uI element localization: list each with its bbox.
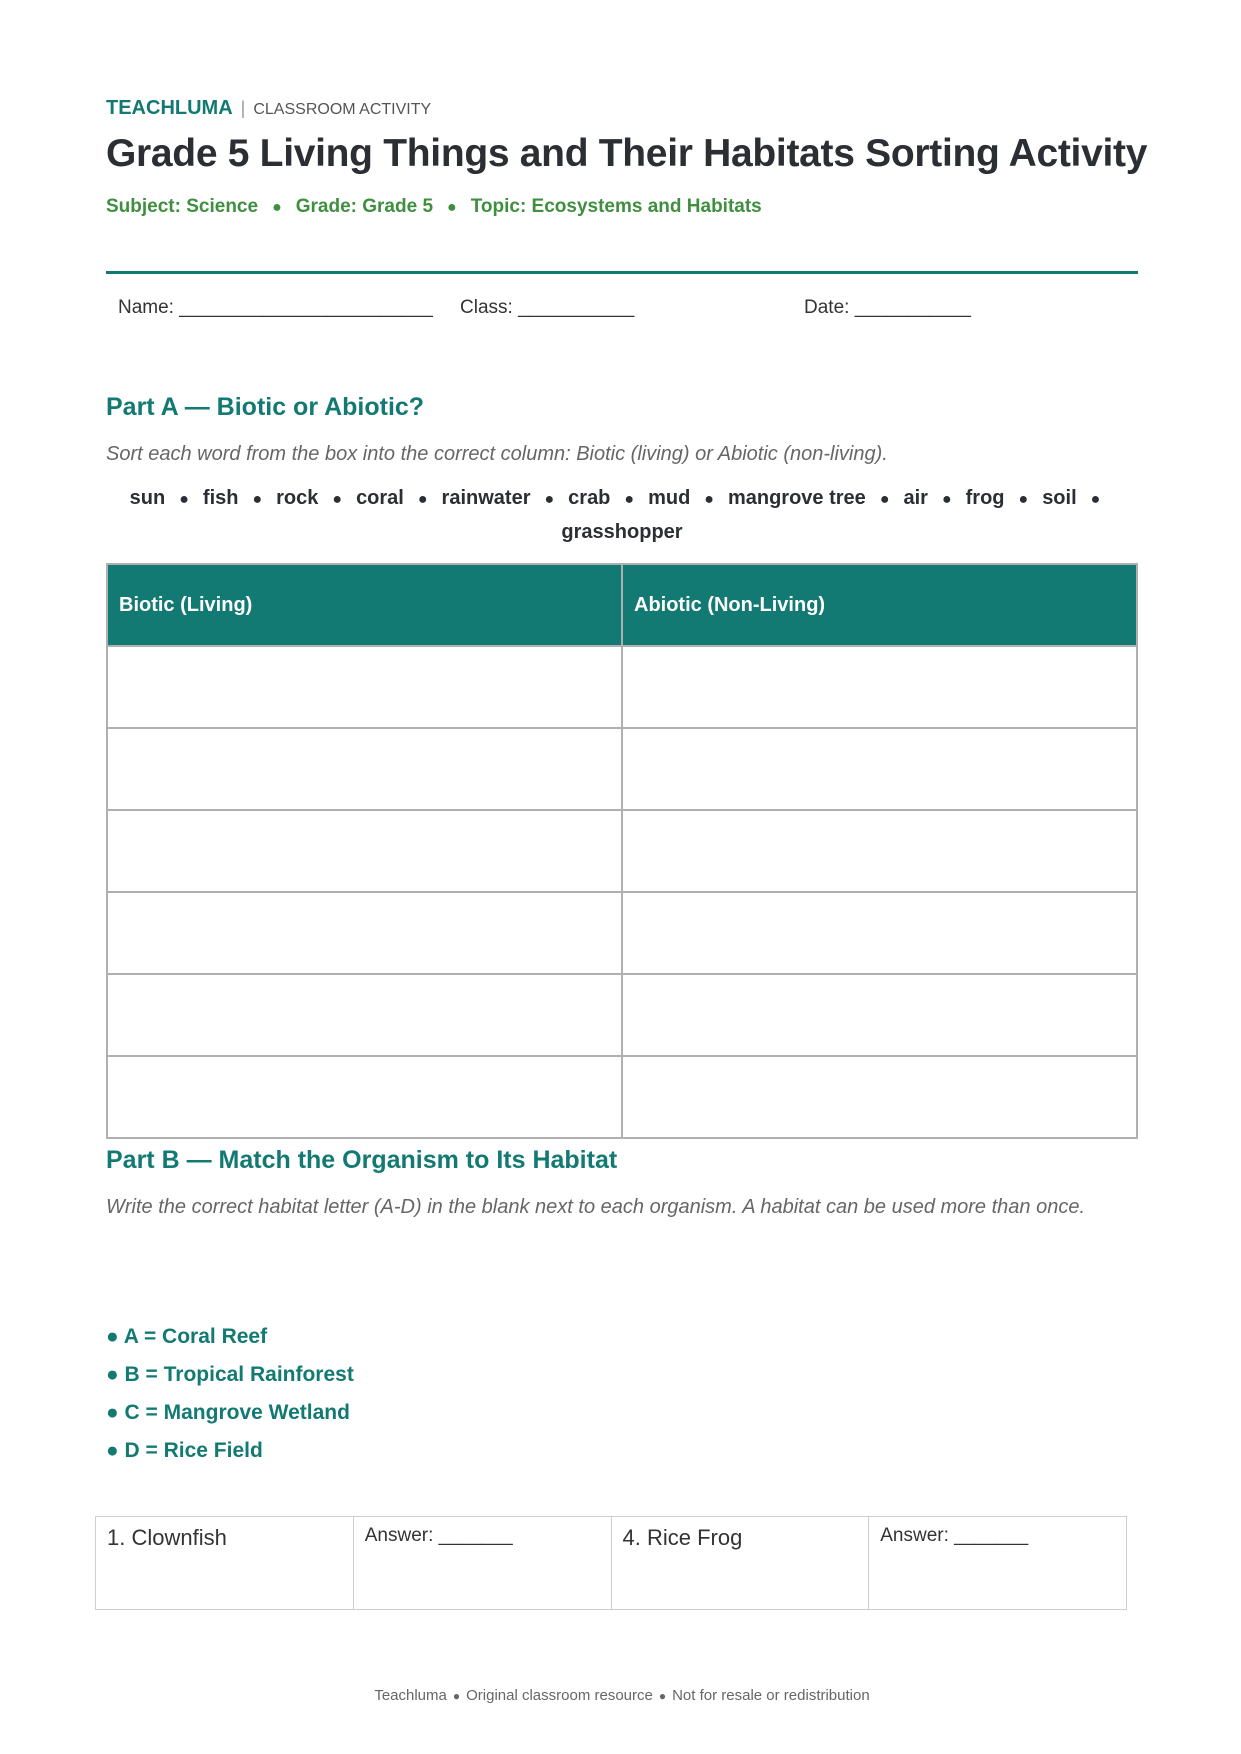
footer-separator: ● [658, 1689, 667, 1703]
word-item: air [903, 487, 928, 509]
part-a-heading: Part A — Biotic or Abiotic? [106, 393, 425, 421]
abiotic-cell[interactable] [622, 810, 1137, 892]
word-separator: ● [624, 491, 635, 508]
footer-separator: ● [452, 1689, 461, 1703]
sorting-table-header [107, 564, 1137, 646]
word-item: frog [965, 487, 1005, 509]
meta-separator: ● [447, 199, 457, 216]
word-item: mangrove tree [727, 487, 866, 509]
abiotic-cell[interactable] [622, 974, 1137, 1056]
biotic-cell[interactable] [107, 810, 622, 892]
meta-topic: Topic: Ecosystems and Habitats [470, 196, 762, 217]
organism-label: 1. Clownfish [107, 1525, 227, 1550]
word-separator: ● [332, 491, 343, 508]
habitat-key-list [106, 1318, 354, 1470]
word-bank [106, 482, 1138, 548]
meta-separator: ● [272, 199, 282, 216]
word-separator: ● [1018, 491, 1029, 508]
part-a-instruction: Sort each word from the box into the correct column: Biotic (living) or Abiotic (non-living). [106, 443, 888, 465]
abiotic-column-header: Abiotic (Non-Living) [622, 564, 1137, 646]
table-row [107, 974, 1137, 1056]
abiotic-cell[interactable] [622, 646, 1137, 728]
word-item: mud [648, 487, 691, 509]
word-separator: ● [252, 491, 263, 508]
footer-brand: Teachluma [374, 1687, 447, 1704]
word-separator: ● [544, 491, 555, 508]
matching-table [95, 1516, 1127, 1610]
word-item: rock [276, 487, 319, 509]
biotic-column-header: Biotic (Living) [107, 564, 622, 646]
word-separator: ● [417, 491, 428, 508]
answer-blank[interactable]: Answer: _______ [880, 1525, 1029, 1546]
biotic-cell[interactable] [107, 646, 622, 728]
page-title: Grade 5 Living Things and Their Habitats Sorting Activity [106, 132, 1148, 175]
answer-cell[interactable] [353, 1517, 611, 1610]
word-item: sun [129, 487, 166, 509]
meta-subject: Subject: Science [106, 196, 259, 217]
word-item: coral [356, 487, 404, 509]
word-separator: ● [704, 491, 714, 508]
footer-license-note: Not for resale or redistribution [672, 1687, 870, 1704]
name-field[interactable]: Name: ________________________ [118, 297, 433, 318]
organism-cell [96, 1517, 354, 1610]
habitat-key-item: ● D = Rice Field [106, 1439, 263, 1462]
biotic-cell[interactable] [107, 892, 622, 974]
brand-row [106, 97, 431, 120]
header-divider [106, 271, 1138, 274]
organism-cell [611, 1517, 869, 1610]
class-field[interactable]: Class: ___________ [460, 297, 635, 318]
abiotic-cell[interactable] [622, 728, 1137, 810]
biotic-cell[interactable] [107, 1056, 622, 1138]
abiotic-cell[interactable] [622, 892, 1137, 974]
date-field[interactable]: Date: ___________ [804, 297, 971, 318]
habitat-key-item: ● A = Coral Reef [106, 1325, 268, 1348]
sorting-table [106, 563, 1138, 1139]
word-item: rainwater [441, 487, 531, 509]
answer-cell[interactable] [869, 1517, 1127, 1610]
table-row [107, 892, 1137, 974]
part-b-instruction: Write the correct habitat letter (A-D) in the blank next to each organism. A habitat can be used more than once. [106, 1196, 1086, 1218]
part-b-heading: Part B — Match the Organism to Its Habitat [106, 1146, 618, 1174]
biotic-cell[interactable] [107, 974, 622, 1056]
table-row [107, 1056, 1137, 1138]
habitat-key-item: ● C = Mangrove Wetland [106, 1401, 350, 1424]
meta-grade: Grade: Grade 5 [295, 196, 434, 217]
word-separator: ● [179, 491, 189, 508]
meta-row [106, 196, 762, 218]
abiotic-cell[interactable] [622, 1056, 1137, 1138]
table-row [107, 646, 1137, 728]
table-row [96, 1517, 1127, 1610]
habitat-key-item: ● B = Tropical Rainforest [106, 1363, 354, 1386]
word-item: grasshopper [561, 521, 683, 543]
answer-blank[interactable]: Answer: _______ [364, 1525, 513, 1546]
biotic-cell[interactable] [107, 728, 622, 810]
word-item: crab [568, 487, 611, 509]
table-row [107, 728, 1137, 810]
brand-name: TEACHLUMA [106, 97, 233, 119]
table-row [107, 810, 1137, 892]
word-separator: ● [1090, 491, 1101, 508]
page-footer [106, 1687, 1138, 1704]
organism-label: 4. Rice Frog [622, 1525, 743, 1550]
brand-subtitle: CLASSROOM ACTIVITY [253, 101, 432, 118]
footer-resource-note: Original classroom resource [466, 1687, 653, 1704]
word-separator: ● [941, 491, 952, 508]
brand-separator: | [240, 98, 246, 118]
word-item: fish [202, 487, 239, 509]
word-item: soil [1042, 487, 1077, 509]
word-separator: ● [879, 491, 890, 508]
